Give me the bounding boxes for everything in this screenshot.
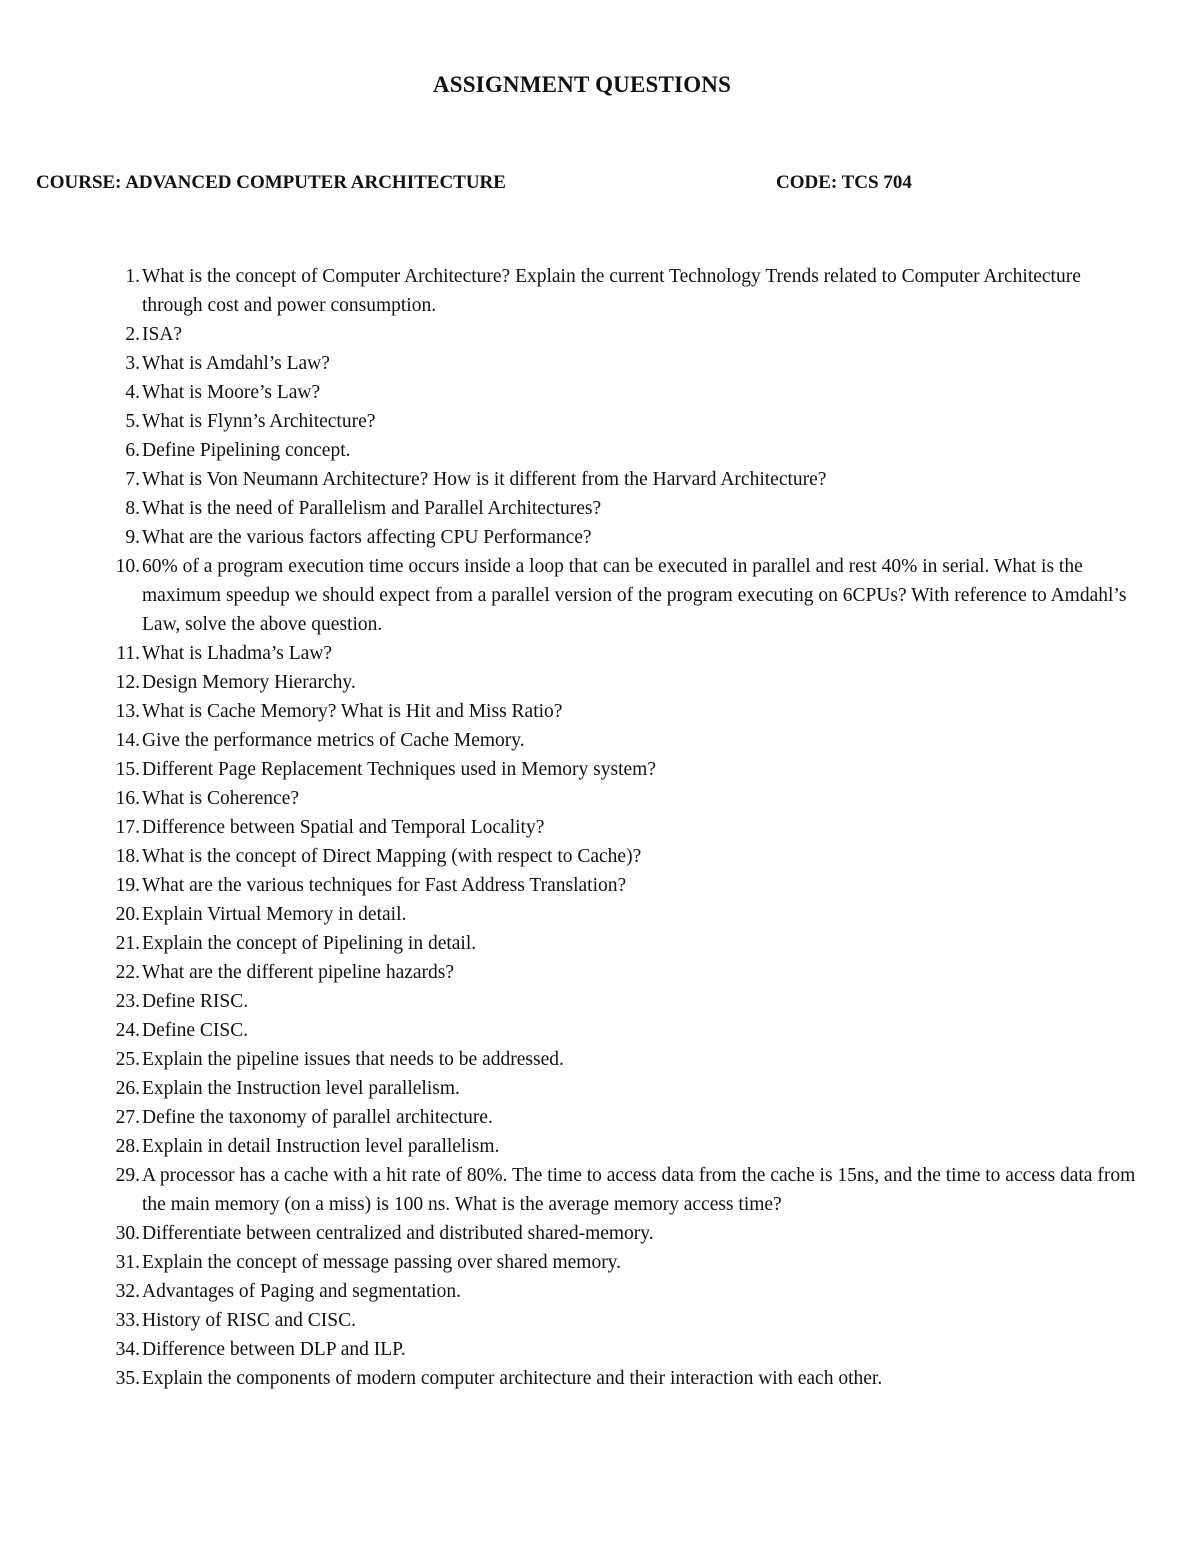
question-text: Difference between DLP and ILP.: [142, 1339, 406, 1360]
question-number: 9.: [125, 527, 140, 548]
question-text: What is Cache Memory? What is Hit and Miss Ratio?: [142, 701, 563, 722]
question-number: 29.: [115, 1165, 140, 1186]
question-text: Define the taxonomy of parallel architecture.: [142, 1107, 493, 1128]
question-item: [100, 1132, 1140, 1161]
question-text: Difference between Spatial and Temporal Locality?: [142, 817, 545, 838]
question-item: [100, 1306, 1140, 1335]
question-number: 2.: [125, 324, 140, 345]
question-item: [100, 262, 1140, 320]
question-item: [100, 1277, 1140, 1306]
question-list: [100, 262, 1140, 1393]
question-item: [100, 407, 1140, 436]
question-number: 5.: [125, 411, 140, 432]
question-number: 13.: [115, 701, 140, 722]
question-number: 33.: [115, 1310, 140, 1331]
question-number: 4.: [125, 382, 140, 403]
question-item: [100, 1016, 1140, 1045]
question-text: Differentiate between centralized and distributed shared-memory.: [142, 1223, 654, 1244]
question-number: 28.: [115, 1136, 140, 1157]
question-item: [100, 668, 1140, 697]
question-text: Define CISC.: [142, 1020, 249, 1041]
question-item: [100, 900, 1140, 929]
question-item: [100, 494, 1140, 523]
question-item: [100, 987, 1140, 1016]
question-item: [100, 378, 1140, 407]
question-number: 1.: [125, 266, 140, 287]
question-number: 23.: [115, 991, 140, 1012]
question-text: Give the performance metrics of Cache Memory.: [142, 730, 525, 751]
question-item: [100, 552, 1140, 639]
question-number: 14.: [115, 730, 140, 751]
question-number: 26.: [115, 1078, 140, 1099]
question-item: [100, 1248, 1140, 1277]
question-item: [100, 1335, 1140, 1364]
question-number: 12.: [115, 672, 140, 693]
question-text: Explain Virtual Memory in detail.: [142, 904, 407, 925]
question-text: What is Moore’s Law?: [142, 382, 321, 403]
question-text: Explain the components of modern computer architecture and their interaction with each other.: [142, 1368, 883, 1389]
question-text: What is Flynn’s Architecture?: [142, 411, 376, 432]
question-text: 60% of a program execution time occurs inside a loop that can be executed in parallel and rest 40% in serial. What is the maximum speedup we should expect from a parallel version of the program executing on 6CPUs? With reference to Amdahl’s Law, solve the above question.: [142, 556, 1127, 635]
question-number: 17.: [115, 817, 140, 838]
question-item: [100, 871, 1140, 900]
question-text: Advantages of Paging and segmentation.: [142, 1281, 461, 1302]
question-text: What is the need of Parallelism and Parallel Architectures?: [142, 498, 602, 519]
question-text: ISA?: [142, 324, 183, 345]
question-number: 7.: [125, 469, 140, 490]
question-text: Explain in detail Instruction level parallelism.: [142, 1136, 500, 1157]
question-text: What is the concept of Computer Architecture? Explain the current Technology Trends related to Computer Architecture through cost and power consumption.: [142, 266, 1081, 316]
question-text: Different Page Replacement Techniques used in Memory system?: [142, 759, 656, 780]
question-number: 31.: [115, 1252, 140, 1273]
question-item: [100, 465, 1140, 494]
question-text: What is Coherence?: [142, 788, 300, 809]
question-number: 6.: [125, 440, 140, 461]
question-number: 21.: [115, 933, 140, 954]
question-text: Explain the Instruction level parallelism.: [142, 1078, 460, 1099]
question-number: 19.: [115, 875, 140, 896]
question-number: 3.: [125, 353, 140, 374]
question-number: 35.: [115, 1368, 140, 1389]
question-number: 18.: [115, 846, 140, 867]
question-text: What are the various factors affecting CPU Performance?: [142, 527, 592, 548]
question-number: 27.: [115, 1107, 140, 1128]
question-text: Design Memory Hierarchy.: [142, 672, 356, 693]
question-number: 10.: [115, 556, 140, 577]
question-number: 30.: [115, 1223, 140, 1244]
question-number: 16.: [115, 788, 140, 809]
question-text: What is the concept of Direct Mapping (with respect to Cache)?: [142, 846, 642, 867]
question-item: [100, 958, 1140, 987]
question-number: 8.: [125, 498, 140, 519]
question-number: 34.: [115, 1339, 140, 1360]
course-name: COURSE: ADVANCED COMPUTER ARCHITECTURE: [36, 172, 506, 193]
question-text: History of RISC and CISC.: [142, 1310, 356, 1331]
question-text: A processor has a cache with a hit rate of 80%. The time to access data from the cache is 15ns, and the time to access data from the main memory (on a miss) is 100 ns. What is the average memory access time?: [142, 1165, 1136, 1215]
question-number: 22.: [115, 962, 140, 983]
question-text: Define RISC.: [142, 991, 249, 1012]
question-number: 32.: [115, 1281, 140, 1302]
question-number: 24.: [115, 1020, 140, 1041]
question-item: [100, 755, 1140, 784]
question-text: Define Pipelining concept.: [142, 440, 351, 461]
question-number: 15.: [115, 759, 140, 780]
question-item: [100, 697, 1140, 726]
question-text: What is Von Neumann Architecture? How is it different from the Harvard Architecture?: [142, 469, 827, 490]
question-item: [100, 842, 1140, 871]
question-item: [100, 523, 1140, 552]
question-item: [100, 726, 1140, 755]
question-item: [100, 1161, 1140, 1219]
question-text: What is Amdahl’s Law?: [142, 353, 330, 374]
question-item: [100, 1219, 1140, 1248]
question-item: [100, 349, 1140, 378]
page-title: ASSIGNMENT QUESTIONS: [432, 72, 732, 97]
question-item: [100, 784, 1140, 813]
question-item: [100, 1364, 1140, 1393]
question-item: [100, 639, 1140, 668]
question-text: What are the different pipeline hazards?: [142, 962, 455, 983]
question-number: 25.: [115, 1049, 140, 1070]
question-text: What are the various techniques for Fast Address Translation?: [142, 875, 627, 896]
question-text: Explain the concept of message passing over shared memory.: [142, 1252, 622, 1273]
question-text: What is Lhadma’s Law?: [142, 643, 333, 664]
question-item: [100, 1074, 1140, 1103]
question-number: 11.: [116, 643, 140, 664]
question-item: [100, 1045, 1140, 1074]
question-text: Explain the pipeline issues that needs to be addressed.: [142, 1049, 564, 1070]
question-item: [100, 1103, 1140, 1132]
course-code: CODE: TCS 704: [776, 172, 912, 193]
question-text: Explain the concept of Pipelining in detail.: [142, 933, 477, 954]
question-item: [100, 929, 1140, 958]
question-item: [100, 813, 1140, 842]
question-number: 20.: [115, 904, 140, 925]
question-item: [100, 320, 1140, 349]
question-item: [100, 436, 1140, 465]
